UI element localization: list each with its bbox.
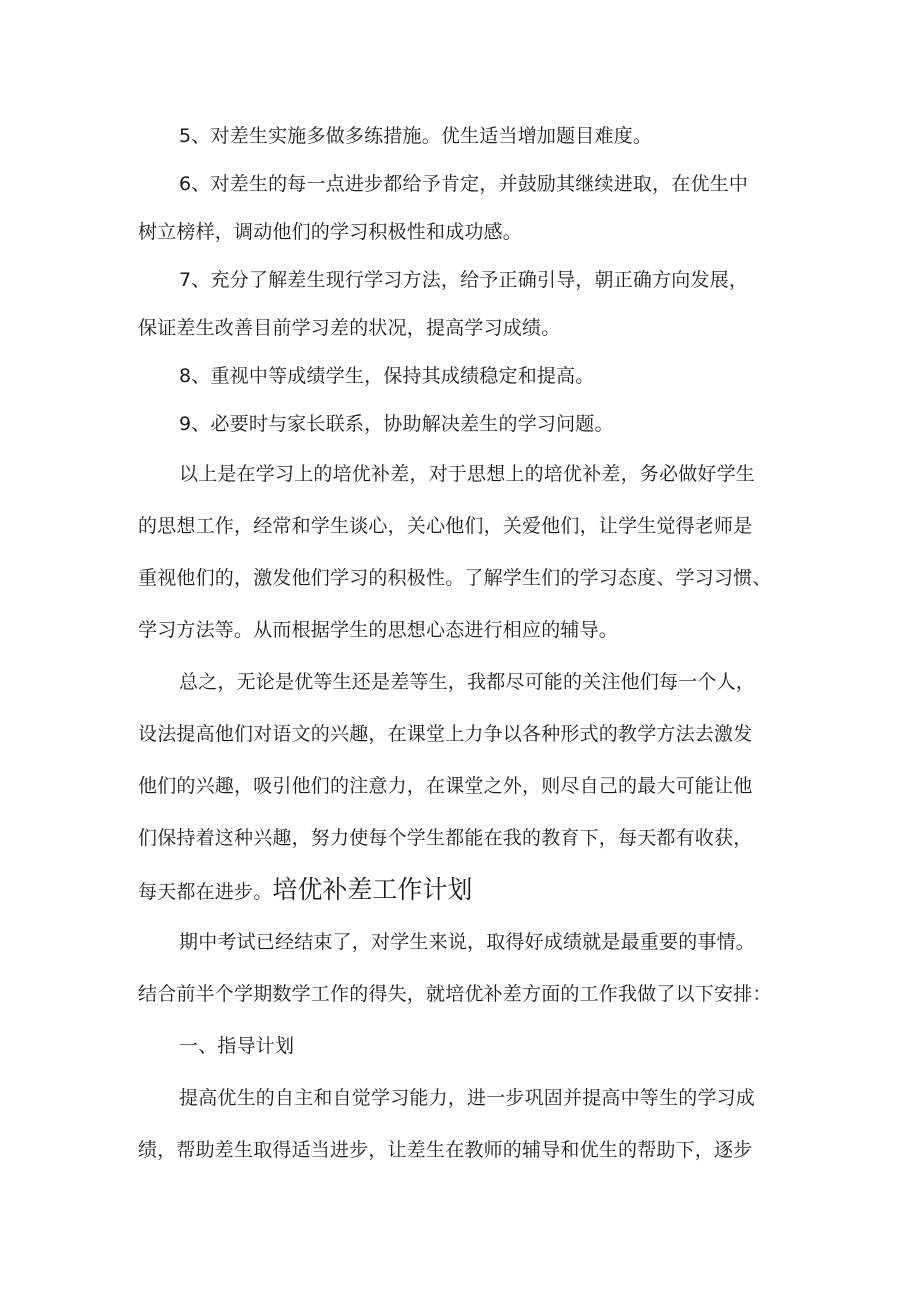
section-title: 培优补差工作计划 <box>272 875 473 904</box>
paragraph-item-6-line-2: 树立榜样，调动他们的学习积极性和成功感。 <box>138 221 523 243</box>
paragraph-conclusion-line-3: 他们的兴趣，吸引他们的注意力，在课堂之外，则尽自己的最大可能让他 <box>138 775 753 797</box>
document-body <box>138 112 788 1176</box>
paragraph-summary-line-3: 重视他们的，激发他们学习的积极性。了解学生们的学习态度、学习习惯、 <box>138 567 772 589</box>
paragraph-guidance-line-2: 绩，帮助差生取得适当进步，让差生在教师的辅导和优生的帮助下，逐步 <box>138 1139 753 1161</box>
conclusion-ending: 每天都在进步。 <box>138 881 273 903</box>
paragraph-conclusion-line-1: 总之，无论是优等生还是差等生，我都尽可能的关注他们每一个人， <box>179 671 756 693</box>
paragraph-item-7-line-1: 7、充分了解差生现行学习方法，给予正确引导，朝正确方向发展， <box>179 269 749 291</box>
paragraph-guidance-line-1: 提高优生的自主和自觉学习能力，进一步巩固并提高中等生的学习成 <box>179 1087 756 1109</box>
paragraph-intro-line-1: 期中考试已经结束了，对学生来说，取得好成绩就是最重要的事情。 <box>179 931 756 953</box>
paragraph-item-5: 5、对差生实施多做多练措施。优生适当增加题目难度。 <box>179 125 653 147</box>
paragraph-summary-line-4: 学习方法等。从而根据学生的思想心态进行相应的辅导。 <box>138 619 619 641</box>
paragraph-item-6-line-1: 6、对差生的每一点进步都给予肯定，并鼓励其继续进取，在优生中 <box>179 173 749 195</box>
paragraph-item-9: 9、必要时与家长联系，协助解决差生的学习问题。 <box>179 413 614 435</box>
paragraph-summary-line-1: 以上是在学习上的培优补差，对于思想上的培优补差，务必做好学生 <box>179 463 756 485</box>
paragraph-summary-line-2: 的思想工作，经常和学生谈心，关心他们，关爱他们，让学生觉得老师是 <box>138 515 753 537</box>
paragraph-intro-line-2: 结合前半个学期数学工作的得失，就培优补差方面的工作我做了以下安排： <box>138 983 772 1005</box>
section-heading-guidance-plan: 一、指导计划 <box>179 1035 295 1057</box>
paragraph-item-8: 8、重视中等成绩学生，保持其成绩稳定和提高。 <box>179 365 595 387</box>
paragraph-conclusion-line-5 <box>138 864 788 916</box>
paragraph-conclusion-line-2: 设法提高他们对语文的兴趣，在课堂上力争以各种形式的教学方法去激发 <box>138 723 753 745</box>
paragraph-conclusion-line-4: 们保持着这种兴趣，努力使每个学生都能在我的教育下，每天都有收获， <box>138 827 753 849</box>
paragraph-item-7-line-2: 保证差生改善目前学习差的状况，提高学习成绩。 <box>138 317 561 339</box>
